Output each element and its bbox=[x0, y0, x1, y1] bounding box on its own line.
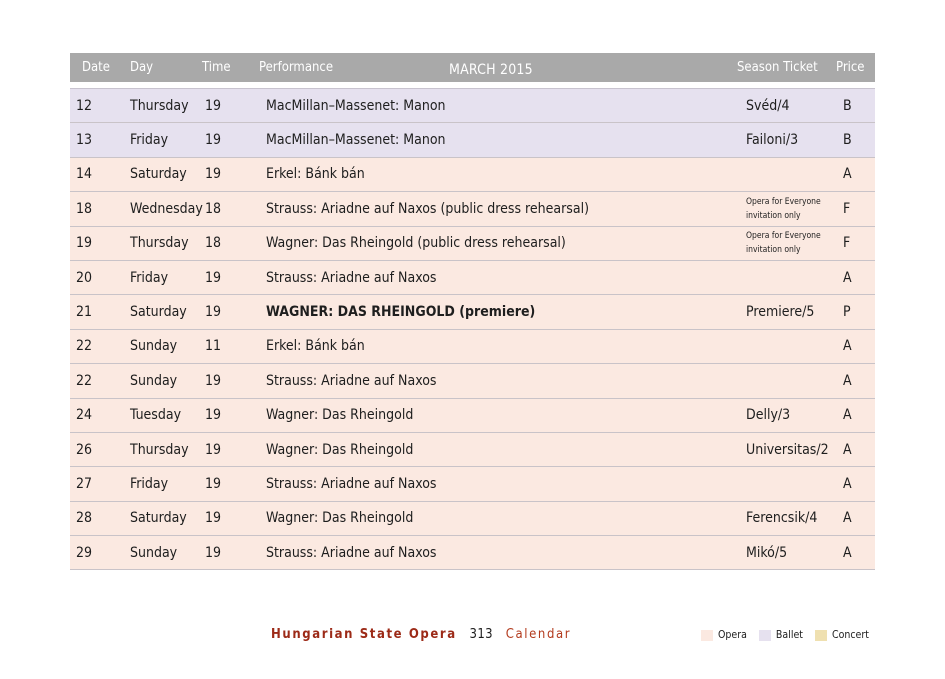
cell-time: 19 bbox=[205, 304, 222, 321]
season-note-line: Opera for Everyone bbox=[746, 231, 821, 242]
cell-day: Friday bbox=[130, 269, 169, 286]
footer-section: Calendar bbox=[505, 627, 572, 642]
header-day: Day bbox=[130, 60, 154, 75]
cell-price: A bbox=[843, 338, 852, 355]
header-price: Price bbox=[836, 60, 865, 75]
table-row bbox=[70, 399, 875, 433]
cell-performance: Strauss: Ariadne auf Naxos bbox=[266, 372, 437, 389]
table-header bbox=[70, 53, 875, 82]
cell-price: F bbox=[843, 235, 851, 252]
header-date: Date bbox=[82, 60, 110, 75]
table-row bbox=[70, 502, 875, 536]
table-row bbox=[70, 467, 875, 501]
cell-time: 19 bbox=[205, 510, 222, 527]
table-row bbox=[70, 433, 875, 467]
cell-date: 14 bbox=[76, 166, 93, 183]
legend-item-opera bbox=[701, 629, 747, 641]
cell-price: B bbox=[843, 97, 852, 114]
cell-price: A bbox=[843, 407, 852, 424]
legend-swatch bbox=[815, 630, 827, 641]
cell-price: A bbox=[843, 372, 852, 389]
cell-time: 19 bbox=[205, 97, 222, 114]
cell-day: Friday bbox=[130, 475, 169, 492]
cell-season-ticket: Ferencsik/4 bbox=[746, 510, 818, 527]
cell-season-ticket: Delly/3 bbox=[746, 407, 791, 424]
cell-day: Saturday bbox=[130, 304, 187, 321]
cell-performance: Wagner: Das Rheingold bbox=[266, 510, 414, 527]
performance-table bbox=[70, 53, 875, 570]
season-note-line: invitation only bbox=[746, 245, 801, 256]
cell-day: Wednesday bbox=[130, 200, 203, 217]
cell-day: Sunday bbox=[130, 338, 178, 355]
table-row bbox=[70, 89, 875, 123]
cell-performance: Strauss: Ariadne auf Naxos bbox=[266, 269, 437, 286]
table-row bbox=[70, 295, 875, 329]
cell-day: Thursday bbox=[130, 235, 189, 252]
cell-day: Tuesday bbox=[130, 407, 182, 424]
cell-day: Saturday bbox=[130, 510, 187, 527]
header-performance: Performance bbox=[259, 60, 334, 75]
cell-season-ticket: Failoni/3 bbox=[746, 132, 799, 149]
cell-price: A bbox=[843, 544, 852, 561]
cell-date: 13 bbox=[76, 132, 93, 149]
cell-performance: Wagner: Das Rheingold bbox=[266, 441, 414, 458]
cell-time: 19 bbox=[205, 269, 222, 286]
cell-performance: Strauss: Ariadne auf Naxos bbox=[266, 544, 437, 561]
cell-performance: Erkel: Bánk bán bbox=[266, 338, 365, 355]
cell-date: 27 bbox=[76, 475, 93, 492]
cell-time: 11 bbox=[205, 338, 222, 355]
season-note-line: invitation only bbox=[746, 210, 801, 221]
footer-page-number: 313 bbox=[469, 627, 494, 642]
cell-performance: WAGNER: DAS RHEINGOLD (premiere) bbox=[266, 304, 536, 321]
cell-season-ticket: Mikó/5 bbox=[746, 544, 788, 561]
cell-price: P bbox=[843, 304, 851, 321]
cell-price: A bbox=[843, 166, 852, 183]
cell-performance: Erkel: Bánk bán bbox=[266, 166, 365, 183]
header-season-ticket: Season Ticket bbox=[737, 60, 818, 75]
cell-time: 18 bbox=[205, 235, 222, 252]
cell-date: 24 bbox=[76, 407, 93, 424]
cell-day: Friday bbox=[130, 132, 169, 149]
legend-swatch bbox=[759, 630, 771, 641]
cell-time: 19 bbox=[205, 441, 222, 458]
cell-price: A bbox=[843, 510, 852, 527]
table-row bbox=[70, 261, 875, 295]
cell-season-ticket: Svéd/4 bbox=[746, 97, 790, 114]
legend-label: Opera bbox=[718, 629, 747, 641]
cell-day: Thursday bbox=[130, 97, 189, 114]
table-row bbox=[70, 536, 875, 570]
table-row bbox=[70, 330, 875, 364]
table-row bbox=[70, 192, 875, 226]
cell-date: 29 bbox=[76, 544, 93, 561]
cell-price: B bbox=[843, 132, 852, 149]
table-row bbox=[70, 364, 875, 398]
cell-date: 21 bbox=[76, 304, 93, 321]
cell-date: 26 bbox=[76, 441, 93, 458]
cell-day: Sunday bbox=[130, 372, 178, 389]
cell-performance: Strauss: Ariadne auf Naxos bbox=[266, 475, 437, 492]
legend-swatch bbox=[701, 630, 713, 641]
cell-date: 22 bbox=[76, 338, 93, 355]
table-row bbox=[70, 227, 875, 261]
cell-performance: Strauss: Ariadne auf Naxos (public dress rehearsal) bbox=[266, 200, 589, 217]
legend-item-concert bbox=[815, 629, 869, 641]
cell-season-ticket: Universitas/2 bbox=[746, 441, 829, 458]
cell-day: Saturday bbox=[130, 166, 187, 183]
legend-label: Concert bbox=[831, 629, 869, 641]
cell-time: 19 bbox=[205, 132, 222, 149]
cell-date: 28 bbox=[76, 510, 93, 527]
cell-time: 19 bbox=[205, 475, 222, 492]
cell-performance: MacMillan–Massenet: Manon bbox=[266, 132, 446, 149]
cell-season-note bbox=[746, 195, 836, 223]
cell-season-ticket: Premiere/5 bbox=[746, 304, 815, 321]
cell-performance: Wagner: Das Rheingold (public dress rehearsal) bbox=[266, 235, 566, 252]
header-month: MARCH 2015 bbox=[449, 62, 533, 78]
cell-day: Thursday bbox=[130, 441, 189, 458]
cell-price: A bbox=[843, 475, 852, 492]
header-divider bbox=[70, 82, 875, 89]
cell-date: 12 bbox=[76, 97, 93, 114]
cell-price: A bbox=[843, 269, 852, 286]
cell-date: 18 bbox=[76, 200, 93, 217]
cell-day: Sunday bbox=[130, 544, 178, 561]
cell-performance: MacMillan–Massenet: Manon bbox=[266, 97, 446, 114]
cell-price: A bbox=[843, 441, 852, 458]
cell-season-note bbox=[746, 229, 836, 257]
cell-time: 19 bbox=[205, 166, 222, 183]
cell-time: 19 bbox=[205, 407, 222, 424]
footer-organization: Hungarian State Opera bbox=[271, 627, 457, 642]
cell-performance: Wagner: Das Rheingold bbox=[266, 407, 414, 424]
header-time: Time bbox=[202, 60, 231, 75]
cell-time: 18 bbox=[205, 200, 222, 217]
cell-date: 20 bbox=[76, 269, 93, 286]
season-note-line: Opera for Everyone bbox=[746, 196, 821, 207]
cell-price: F bbox=[843, 200, 851, 217]
page-footer bbox=[271, 627, 571, 642]
cell-time: 19 bbox=[205, 372, 222, 389]
color-legend bbox=[701, 629, 869, 644]
table-row bbox=[70, 123, 875, 157]
legend-item-ballet bbox=[759, 629, 803, 641]
legend-label: Ballet bbox=[775, 629, 803, 641]
cell-date: 22 bbox=[76, 372, 93, 389]
cell-time: 19 bbox=[205, 544, 222, 561]
cell-date: 19 bbox=[76, 235, 93, 252]
table-body bbox=[70, 89, 875, 570]
table-row bbox=[70, 158, 875, 192]
